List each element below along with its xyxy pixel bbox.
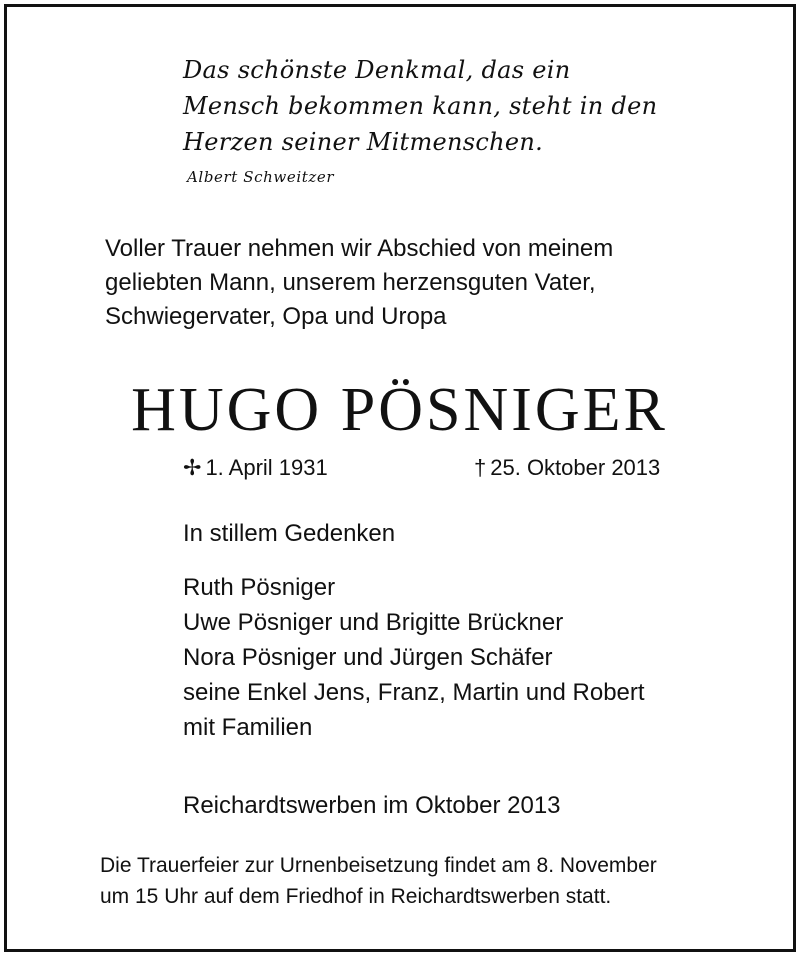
birth-date-line	[183, 453, 328, 483]
funeral-info	[100, 850, 657, 912]
place-date: Reichardtswerben im Oktober 2013	[183, 792, 561, 819]
mourners-list	[183, 570, 645, 745]
mourner-item: Ruth Pösniger	[183, 574, 336, 601]
funeral-line: Die Trauerfeier zur Urnenbeisetzung findet am 8. November	[100, 854, 657, 877]
mourner-item: seine Enkel Jens, Franz, Martin und Robert	[183, 679, 645, 706]
intro-line: Voller Trauer nehmen wir Abschied von meinem	[105, 235, 614, 262]
quote-author: Albert Schweitzer	[187, 168, 335, 186]
intro-line: Schwiegervater, Opa und Uropa	[105, 303, 447, 330]
remembrance-heading: In stillem Gedenken	[183, 520, 396, 547]
death-cross-icon: †	[474, 455, 487, 480]
mourner-item: Uwe Pösniger und Brigitte Brückner	[183, 609, 564, 636]
mourner-item: mit Familien	[183, 714, 313, 741]
intro-line: geliebten Mann, unserem herzensguten Vater,	[105, 269, 596, 296]
quote-line: Mensch bekommen kann, steht in den	[183, 92, 658, 120]
quote	[183, 52, 657, 160]
quote-line: Das schönste Denkmal, das ein	[183, 56, 571, 84]
deceased-name: HUGO PÖSNIGER	[131, 376, 668, 444]
intro-text	[105, 232, 613, 334]
birth-date: 1. April 1931	[205, 455, 328, 480]
quote-line: Herzen seiner Mitmenschen.	[183, 128, 544, 156]
death-date: 25. Oktober 2013	[490, 455, 661, 480]
funeral-line: um 15 Uhr auf dem Friedhof in Reichardtswerben statt.	[100, 885, 612, 908]
birth-cross-icon: ✢	[183, 455, 202, 480]
mourner-item: Nora Pösniger und Jürgen Schäfer	[183, 644, 553, 671]
death-date-line	[474, 453, 660, 483]
